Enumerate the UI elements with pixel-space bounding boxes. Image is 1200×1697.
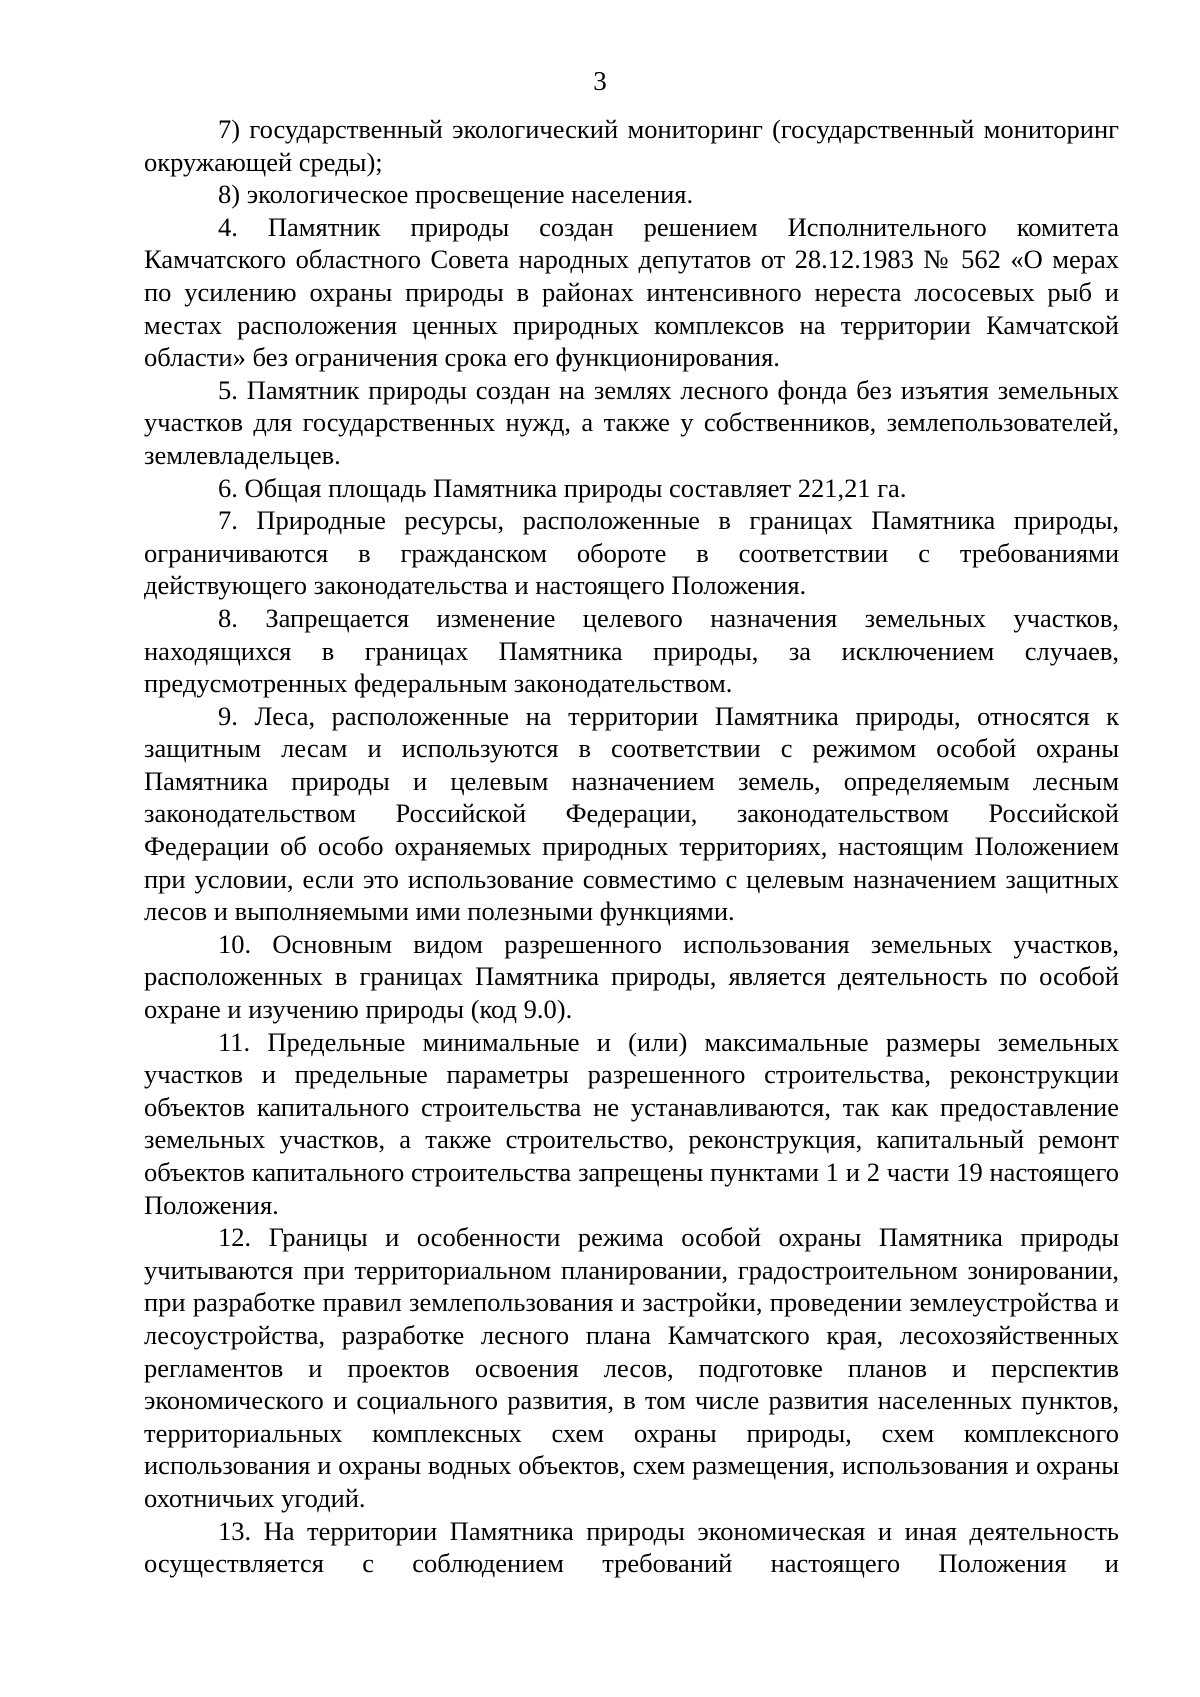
- paragraph-13-economic-activity: 13. На территории Памятника природы экономическая и иная деятельность осуществляется с соблюдением требований настоящего Положения и: [144, 1515, 1119, 1579]
- paragraph-8-education: 8) экологическое просвещение населения.: [218, 179, 694, 210]
- paragraph-11-size-limits: 11. Предельные минимальные и (или) максимальные размеры земельных участков и предельные параметры разрешенного строительства, реконструкции объектов капитального строительства не устанавливаются, так как предоставление земельных участков, а также строительство, реконструкция, капитальный ремонт объектов капитального строительства запрещены пунктами 1 и 2 части 19 настоящего Положения.: [144, 1026, 1119, 1220]
- page-number: 3: [593, 66, 607, 96]
- paragraph-10-permitted-use: 10. Основным видом разрешенного использования земельных участков, расположенных в границах Памятника природы, является деятельность по особой охране и изучению природы (код 9.0).: [144, 928, 1119, 1025]
- paragraph-4-creation-decision: 4. Памятник природы создан решением Исполнительного комитета Камчатского областного Совета народных депутатов от 28.12.1983 № 562 «О мерах по усилению охраны природы в районах интенсивного нереста лососевых рыб и местах расположения ценных природных комплексов на территории Камчатской области» без ограничения срока его функционирования.: [144, 211, 1119, 373]
- paragraph-12-boundaries-planning: 12. Границы и особенности режима особой охраны Памятника природы учитываются при территориальном планировании, градостроительном зонировании, при разработке правил землепользования и застройки, проведении землеустройства и лесоустройства, разработке лесного плана Камчатского края, лесохозяйственных регламентов и проектов освоения лесов, подготовке планов и перспектив экономического и социального развития, в том числе развития населенных пунктов, территориальных комплексных схем охраны природы, схем комплексного использования и охраны водных объектов, схем размещения, использования и охраны охотничьих угодий.: [144, 1222, 1119, 1513]
- paragraph-9-forests: 9. Леса, расположенные на территории Памятника природы, относятся к защитным лесам и используются в соответствии с режимом особой охраны Памятника природы и целевым назначением земель, определяемым лесным законодательством Российской Федерации, законодательством Российской Федерации об особо охраняемых природных территориях, настоящим Положением при условии, если это использование совместимо с целевым назначением защитных лесов и выполняемыми ими полезными функциями.: [144, 700, 1119, 927]
- paragraph-5-forest-lands: 5. Памятник природы создан на землях лесного фонда без изъятия земельных участков для государственных нужд, а также у собственников, землепользователей, землевладельцев.: [144, 374, 1119, 470]
- paragraph-8-land-purpose: 8. Запрещается изменение целевого назначения земельных участков, находящихся в границах Памятника природы, за исключением случаев, предусмотренных федеральным законодательством.: [144, 602, 1119, 699]
- paragraph-7-monitoring: 7) государственный экологический мониторинг (государственный мониторинг окружающей среды);: [144, 114, 1119, 177]
- paragraph-7-natural-resources: 7. Природные ресурсы, расположенные в границах Памятника природы, ограничиваются в гражданском обороте в соответствии с требованиями действующего законодательства и настоящего Положения.: [144, 505, 1119, 601]
- document-body: [144, 113, 1119, 1580]
- paragraph-6-total-area: 6. Общая площадь Памятника природы составляет 221,21 га.: [218, 472, 907, 503]
